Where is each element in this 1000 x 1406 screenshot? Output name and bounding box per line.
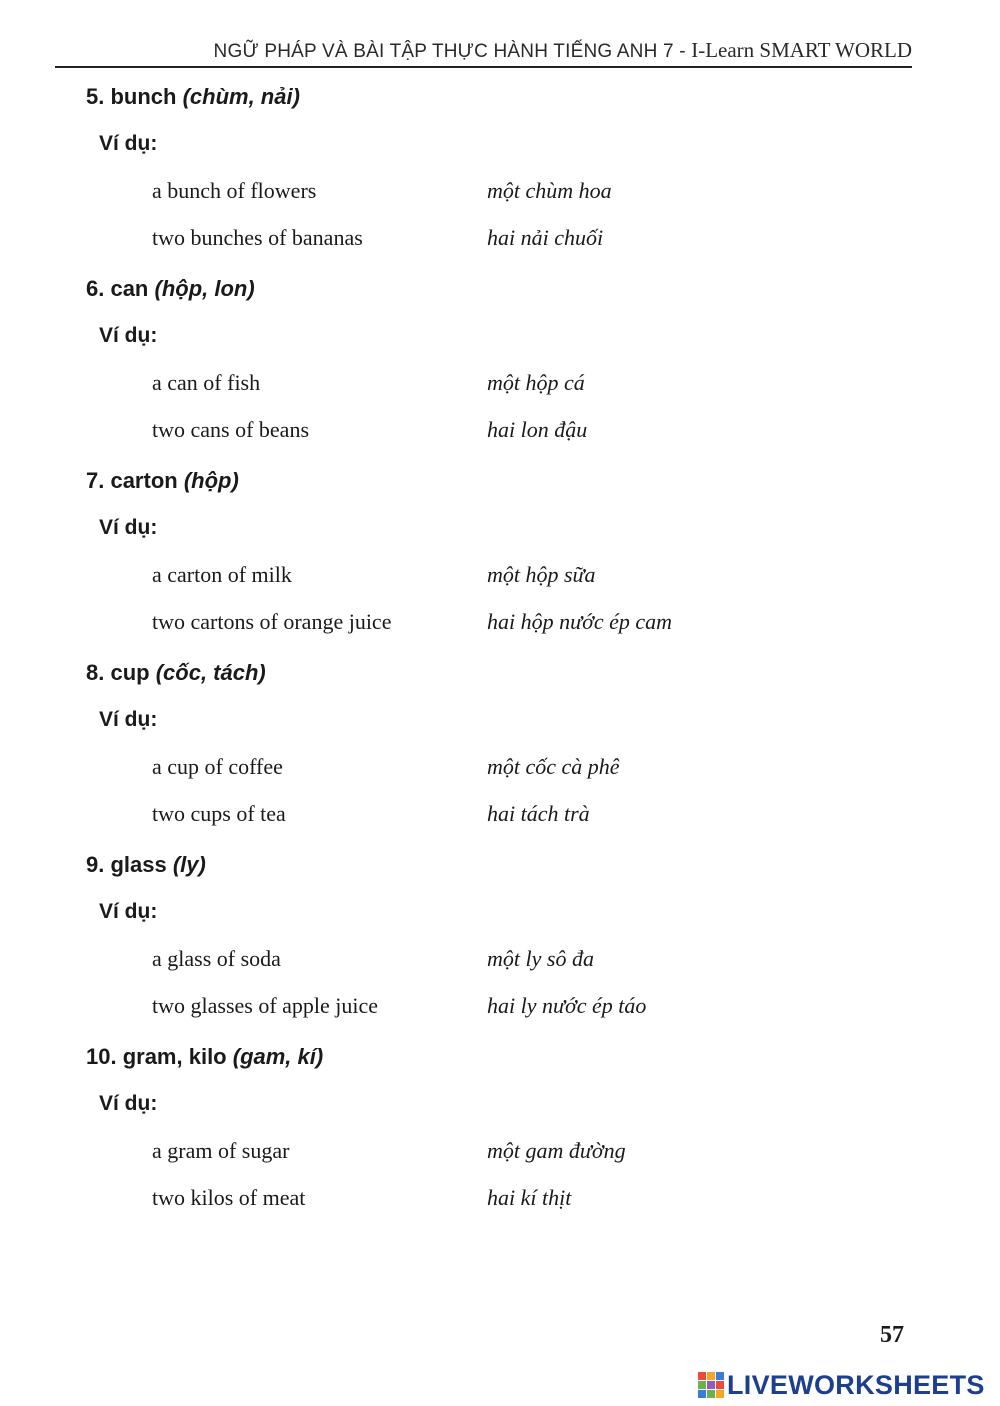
section-meaning: (gam, kí) <box>232 1044 324 1069</box>
example-english: a bunch of flowers <box>152 178 317 203</box>
header-title-sans: NGỮ PHÁP VÀ BÀI TẬP THỰC HÀNH TIẾNG ANH 7 - <box>213 41 692 62</box>
example-english: a can of fish <box>152 370 261 395</box>
section-word: 8. cup <box>86 660 150 685</box>
example-english: two glasses of apple juice <box>152 993 379 1018</box>
section-word: 10. gram, kilo <box>86 1044 227 1069</box>
section-meaning: (cốc, tách) <box>155 660 266 685</box>
liveworksheets-grid-icon <box>698 1372 724 1398</box>
section-meaning: (hộp, lon) <box>154 276 255 301</box>
example-label: Ví dụ: <box>99 900 158 923</box>
section-title <box>86 1044 323 1070</box>
example-label: Ví dụ: <box>99 1092 158 1115</box>
section-title <box>86 468 239 494</box>
example-english: a carton of milk <box>152 562 292 587</box>
example-english: two cartons of orange juice <box>152 609 392 634</box>
section-cup <box>0 656 1000 848</box>
example-vietnamese: một cốc cà phê <box>487 754 620 779</box>
section-title <box>86 660 266 686</box>
example-label: Ví dụ: <box>99 324 158 347</box>
vocabulary-list <box>0 80 1000 1232</box>
example-english: a cup of coffee <box>152 754 283 779</box>
example-label: Ví dụ: <box>99 132 158 155</box>
page-header <box>55 38 912 68</box>
section-meaning: (chùm, nải) <box>182 84 300 109</box>
liveworksheets-logo <box>698 1370 985 1400</box>
example-label: Ví dụ: <box>99 708 158 731</box>
example-vietnamese: một chùm hoa <box>487 178 612 203</box>
page-number: 57 <box>880 1322 904 1348</box>
example-vietnamese: một hộp cá <box>487 370 585 395</box>
section-meaning: (hộp) <box>183 468 239 493</box>
section-bunch <box>0 80 1000 272</box>
liveworksheets-wordmark: LIVEWORKSHEETS <box>727 1369 985 1400</box>
section-title <box>86 852 206 878</box>
example-english: a gram of sugar <box>152 1138 290 1163</box>
section-gram-kilo <box>0 1040 1000 1232</box>
example-vietnamese: một ly sô đa <box>487 946 594 971</box>
section-glass <box>0 848 1000 1040</box>
example-english: two cups of tea <box>152 801 286 826</box>
section-meaning: (ly) <box>172 852 206 877</box>
section-word: 7. carton <box>86 468 178 493</box>
section-word: 5. bunch <box>86 84 177 109</box>
section-can <box>0 272 1000 464</box>
example-vietnamese: hai nải chuối <box>487 225 604 250</box>
example-label: Ví dụ: <box>99 516 158 539</box>
section-title <box>86 276 255 302</box>
example-english: two cans of beans <box>152 417 310 442</box>
header-title-serif: I-Learn SMART WORLD <box>691 38 912 62</box>
section-word: 6. can <box>86 276 149 301</box>
example-vietnamese: hai ly nước ép táo <box>487 993 647 1018</box>
example-english: two kilos of meat <box>152 1185 306 1210</box>
example-vietnamese: hai tách trà <box>487 801 590 826</box>
section-title <box>86 84 300 110</box>
example-vietnamese: một hộp sữa <box>487 562 596 587</box>
example-vietnamese: hai hộp nước ép cam <box>487 609 673 634</box>
example-english: two bunches of bananas <box>152 225 363 250</box>
section-word: 9. glass <box>86 852 167 877</box>
section-carton <box>0 464 1000 656</box>
example-vietnamese: một gam đường <box>487 1138 626 1163</box>
example-vietnamese: hai lon đậu <box>487 417 588 442</box>
example-vietnamese: hai kí thịt <box>487 1185 572 1210</box>
example-english: a glass of soda <box>152 946 281 971</box>
